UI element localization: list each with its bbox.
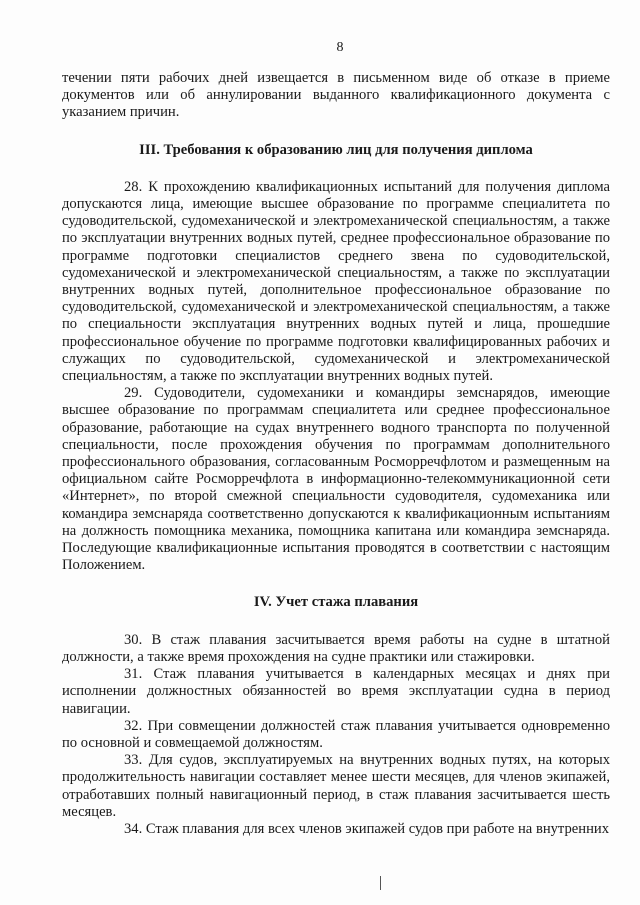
intro-paragraph: течении пяти рабочих дней извещается в письменном виде об отказе в приеме документов или об аннулировании выданного квалификационного документа с указанием причин. (62, 70, 610, 121)
paragraph-33: 33. Для судов, эксплуатируемых на внутренних водных путях, на которых продолжительность навигации составляет менее шести месяцев, для членов экипажей, отработавших полный навигационный период, в стаж плавания засчитывается шесть месяцев. (62, 752, 610, 820)
section-3-heading: III. Требования к образованию лиц для получения диплома (139, 141, 533, 158)
document-body (62, 70, 610, 838)
paragraph-29: 29. Судоводители, судомеханики и командиры земснарядов, имеющие высшее образование по программам специалитета или среднее профессиональное образование, работающие на судах внутреннего водного транспорта по полученной специальности, после прохождения обучения по программам дополнительного профессионального образования, согласованным Росморречфлотом и размещенным на официальном сайте Росморречфлота в информационно-телекоммуникационной сети «Интернет», по второй смежной специальности судоводителя, судомеханика или командира земснаряда соответственно допускаются к квалификационным испытаниям на должность помощника механика, помощника капитана или командира земснаряда. Последующие квалификационные испытания проводятся в соответствии с настоящим Положением. (62, 385, 610, 574)
paragraph-31: 31. Стаж плавания учитывается в календарных месяцах и днях при исполнении должностных обязанностей во время эксплуатации судна в период навигации. (62, 666, 610, 717)
section-4-heading: IV. Учет стажа плавания (253, 594, 419, 611)
paragraph-30: 30. В стаж плавания засчитывается время работы на судне в штатной должности, а также время прохождения на судне практики или стажировки. (62, 631, 610, 665)
page-number: 8 (336, 40, 344, 55)
scan-mark (380, 876, 381, 890)
paragraph-32: 32. При совмещении должностей стаж плавания учитывается одновременно по основной и совмещаемой должностям. (62, 717, 610, 751)
paragraph-28: 28. К прохождению квалификационных испытаний для получения диплома допускаются лица, имеющие высшее образование по программе специалитета по судоводительской, судомеханической и электромеханической специальностям, а также по эксплуатации внутренних водных путей, среднее профессиональное образование по программе подготовки специалистов среднего звена по судоводительской, судомеханической и электромеханической специальностям, а также по эксплуатации внутренних водных путей, дополнительное профессиональное образование по судоводительской, судомеханической и электромеханической специальностям, а также по специальности эксплуатация внутренних водных путей и лица, прошедшие профессиональное обучение по программе подготовки квалифицированных рабочих и служащих по судоводительской, судомеханической и электромеханической специальностям, а также по эксплуатации внутренних водных путей. (62, 178, 610, 385)
paragraph-34: 34. Стаж плавания для всех членов экипажей судов при работе на внутренних (124, 820, 609, 837)
